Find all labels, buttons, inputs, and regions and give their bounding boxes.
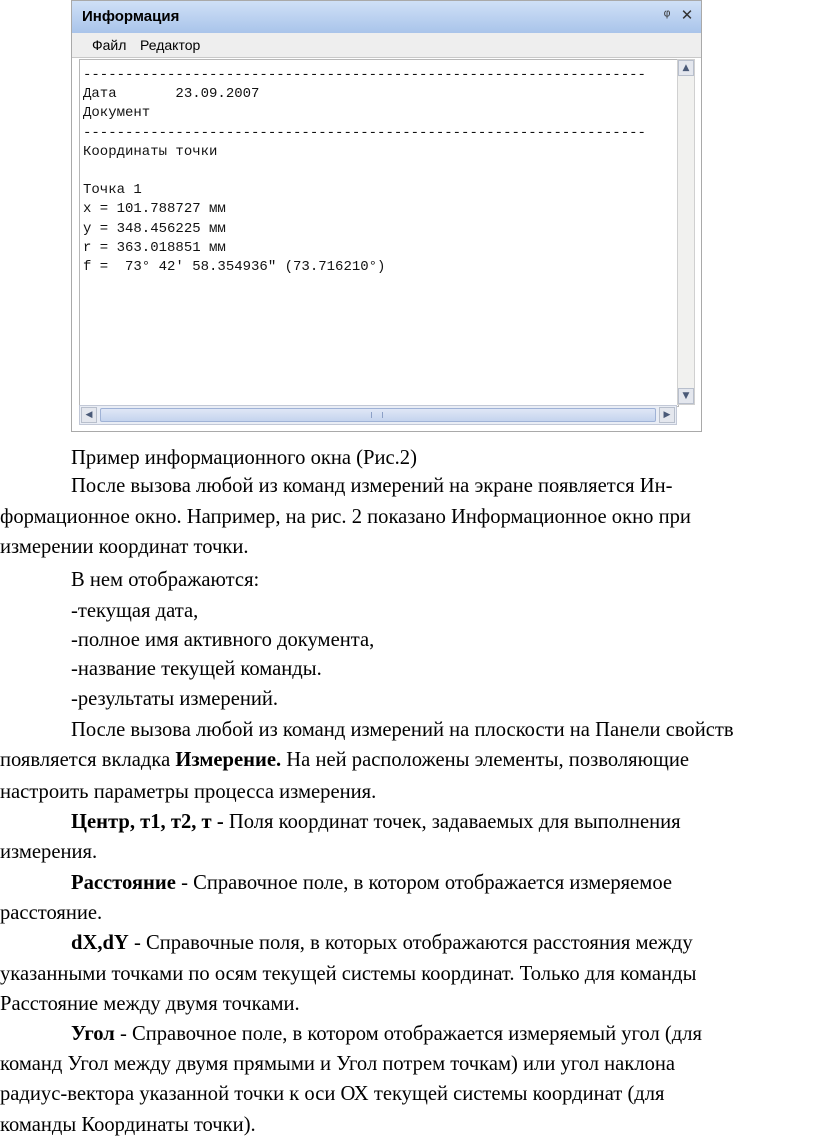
- window-menubar: [72, 33, 701, 58]
- paragraph-line: расстояние.: [0, 902, 103, 924]
- text-line: f = 73° 42' 58.354936" (73.716210°): [83, 259, 386, 276]
- text-line: Точка 1: [83, 182, 142, 199]
- text-span: - Справочное поле, в котором отображается измеряемое: [175, 872, 673, 894]
- text-span: появляется вкладка: [0, 749, 176, 771]
- text-line: y = 348.456225 мм: [83, 220, 226, 237]
- text-line: x = 101.788727 мм: [83, 201, 226, 218]
- menu-file[interactable]: Файл: [92, 37, 127, 53]
- paragraph-line: измерения.: [0, 841, 98, 863]
- paragraph-line: команд Угол между двумя прямыми и Угол потрем точкам) или угол наклона: [0, 1053, 676, 1075]
- list-item: -текущая дата,: [71, 600, 199, 622]
- window-titlebar[interactable]: [72, 1, 701, 34]
- paragraph-line: указанными точками по осям текущей системы координат. Только для команды: [0, 963, 697, 985]
- info-window: [71, 0, 702, 432]
- paragraph-line: После вызова любой из команд измерений на плоскости на Панели свойств: [71, 719, 734, 741]
- text-line: r = 363.018851 мм: [83, 239, 226, 256]
- text-line: -------------------------------------------------------------------: [83, 67, 646, 83]
- scroll-down-icon[interactable]: ▼: [678, 388, 694, 404]
- list-item: -результаты измерений.: [71, 688, 279, 710]
- text-span: - Справочные поля, в которых отображаются расстояния между: [128, 932, 693, 954]
- list-heading: В нем отображаются:: [71, 569, 260, 591]
- paragraph-line: [71, 808, 681, 836]
- list-item: -название текущей команды.: [71, 658, 322, 680]
- paragraph-line: [0, 746, 689, 774]
- text-span: - Справочное поле, в котором отображается измеряемый угол (для: [114, 1023, 703, 1045]
- window-title: Информация: [82, 8, 180, 25]
- text-span: Поля координат точек, задаваемых для выполнения: [228, 811, 681, 833]
- term-distance: Расстояние: [71, 872, 176, 894]
- scroll-right-icon[interactable]: ▶: [659, 407, 675, 423]
- text-line: Дата 23.09.2007: [83, 86, 260, 103]
- paragraph-line: [71, 869, 672, 897]
- scroll-left-icon[interactable]: ◀: [81, 407, 97, 423]
- term-measurement: Измерение.: [175, 749, 282, 771]
- figure-caption: Пример информационного окна (Рис.2): [71, 447, 417, 469]
- text-line: Документ: [83, 105, 151, 122]
- close-icon[interactable]: ✕: [680, 7, 694, 24]
- paragraph-line: настроить параметры процесса измерения.: [0, 781, 377, 803]
- text-span: На ней расположены элементы, позволяющие: [281, 749, 690, 771]
- scroll-up-icon[interactable]: ▲: [678, 60, 694, 76]
- paragraph-line: После вызова любой из команд измерений на экране появляется Ин-: [71, 475, 673, 497]
- paragraph-line: [71, 1020, 702, 1048]
- info-text: [83, 66, 646, 277]
- paragraph-line: Расстояние между двумя точками.: [0, 993, 300, 1015]
- paragraph-line: измерении координат точки.: [0, 536, 249, 558]
- paragraph-line: [71, 929, 693, 957]
- paragraph-line: команды Координаты точки).: [0, 1114, 256, 1136]
- text-line: [83, 162, 646, 181]
- text-line: Координаты точки: [83, 143, 218, 160]
- paragraph-line: формационное окно. Например, на рис. 2 показано Информационное окно при: [0, 506, 691, 528]
- horizontal-scrollbar[interactable]: [79, 405, 677, 425]
- list-item: -полное имя активного документа,: [71, 629, 375, 651]
- term-angle: Угол: [71, 1023, 115, 1045]
- pin-icon[interactable]: ᵠ: [663, 7, 671, 24]
- menu-editor[interactable]: Редактор: [140, 37, 201, 53]
- term-dxdy: dX,dY: [71, 932, 129, 954]
- term-center: Центр, т1, т2, т -: [71, 811, 229, 833]
- grip-icon: [371, 412, 383, 418]
- text-line: -------------------------------------------------------------------: [83, 124, 646, 141]
- paragraph-line: радиус-вектора указанной точки к оси ОХ текущей системы координат (для: [0, 1083, 665, 1105]
- vertical-scrollbar[interactable]: [677, 59, 695, 405]
- scroll-thumb[interactable]: [100, 408, 656, 422]
- info-text-panel[interactable]: [79, 59, 679, 407]
